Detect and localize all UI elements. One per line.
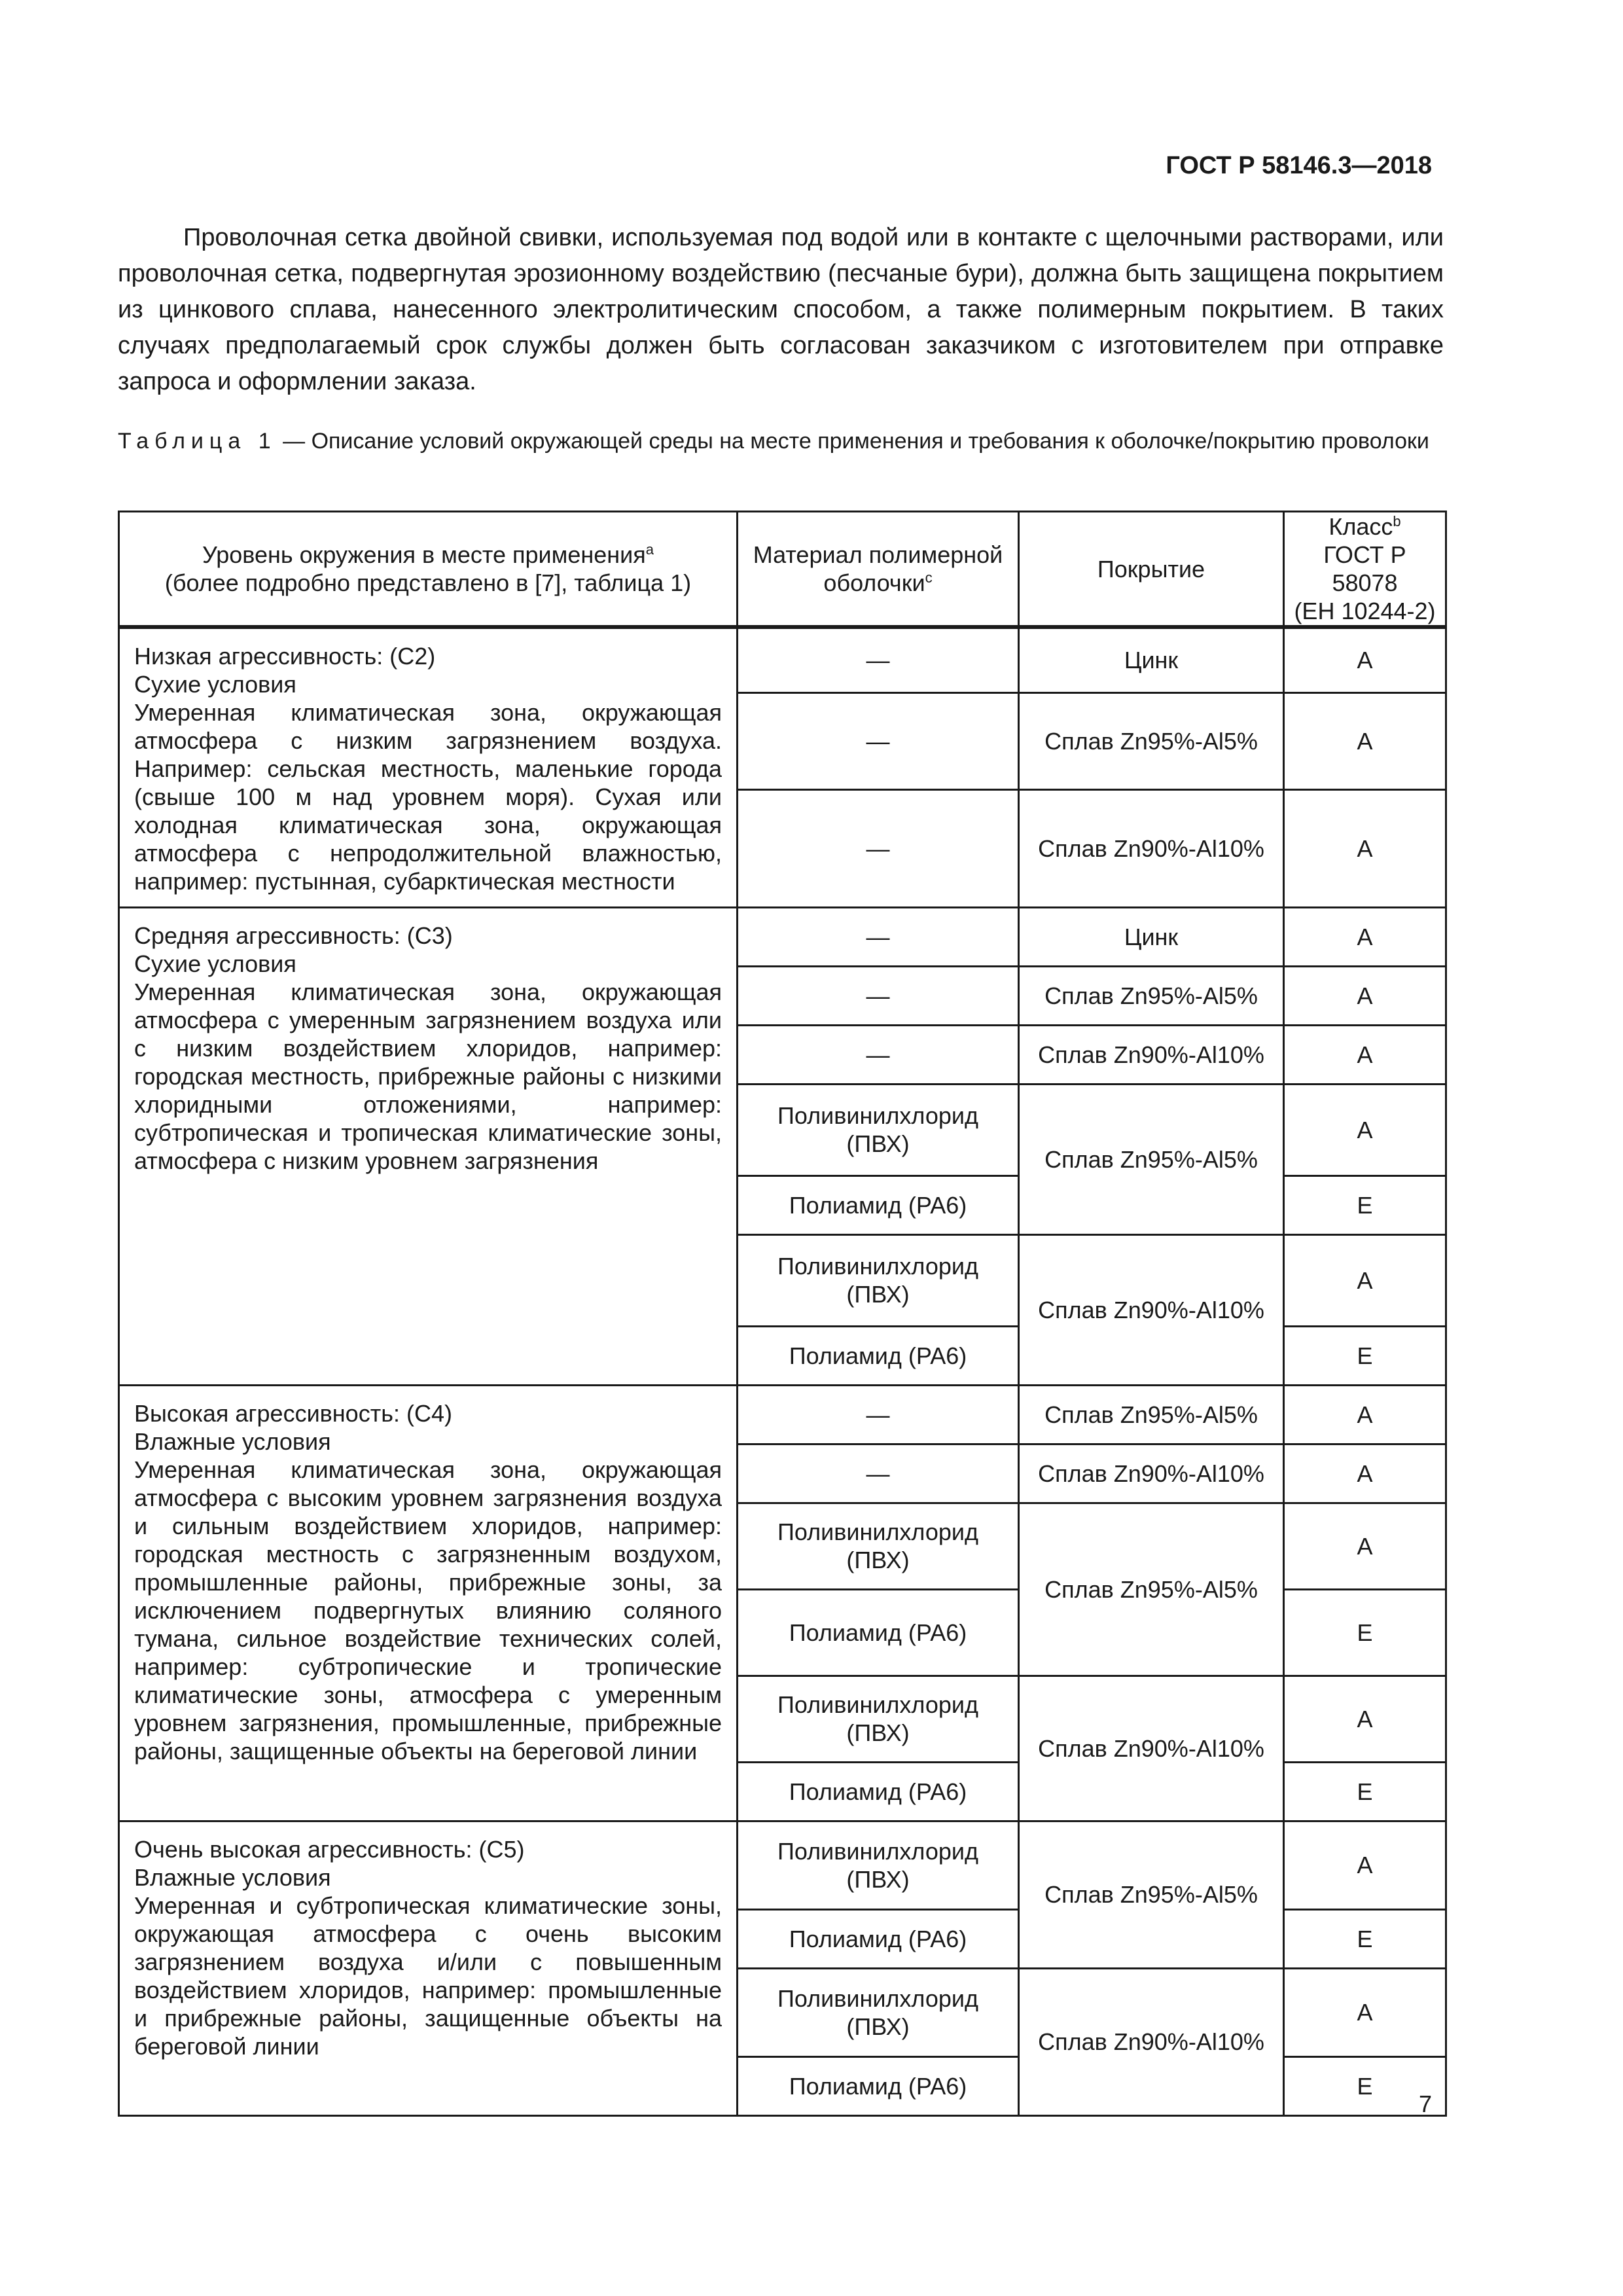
coating-cell: Сплав Zn95%-Al5% xyxy=(1019,966,1284,1025)
material-cell xyxy=(738,1084,1019,1175)
table-row xyxy=(119,1821,1446,1909)
material-abbreviation: (ПВХ) xyxy=(846,1281,910,1308)
aggressiveness-title: Низкая агрессивность: (С2) xyxy=(134,643,436,670)
material-name: Поливинилхлорид xyxy=(777,1691,979,1718)
material-cell xyxy=(738,1234,1019,1326)
environment-description: Умеренная климатическая зона, окружающая атмосфера с умеренным загрязнением воздуха или с низким воздействием хлоридов, например: городская местность, прибрежные районы с низкими хлоридными отложениями, например: субтропическая и тропическая климатические зоны, атмосфера с низким уровнем загрязнения xyxy=(134,978,722,1174)
class-cell: A xyxy=(1284,1503,1446,1589)
header-environment-level: Уровень окружения в месте применения$^a$ (более подробно представлено в [7], таблица 1) xyxy=(119,512,738,628)
class-cell: E xyxy=(1284,1326,1446,1385)
environment-description-cell xyxy=(119,1385,738,1821)
class-cell: A xyxy=(1284,1676,1446,1762)
coating-cell: Сплав Zn90%-Al10% xyxy=(1019,1025,1284,1084)
class-cell: A xyxy=(1284,907,1446,966)
class-cell: A xyxy=(1284,1821,1446,1909)
coating-cell: Цинк xyxy=(1019,907,1284,966)
coating-cell: Сплав Zn90%-Al10% xyxy=(1019,1968,1284,2115)
class-cell: A xyxy=(1284,966,1446,1025)
condition-label: Влажные условия xyxy=(134,1863,331,1891)
coating-cell: Сплав Zn90%-Al10% xyxy=(1019,789,1284,907)
condition-label: Сухие условия xyxy=(134,950,296,977)
material-cell: Полиамид (PA6) xyxy=(738,1175,1019,1234)
class-cell: A xyxy=(1284,1234,1446,1326)
coating-cell: Сплав Zn90%-Al10% xyxy=(1019,1234,1284,1385)
environment-description: Умеренная и субтропическая климатические зоны, окружающая атмосфера с очень высоким загрязнением воздуха и/или с повышенным воздействием хлоридов, например: промышленные и прибрежные районы, защищенные объекты на береговой линии xyxy=(134,1892,722,2060)
condition-label: Влажные условия xyxy=(134,1427,331,1455)
material-name: Поливинилхлорид xyxy=(777,1102,979,1129)
material-cell xyxy=(738,1503,1019,1589)
condition-label: Сухие условия xyxy=(134,671,296,698)
material-abbreviation: (ПВХ) xyxy=(846,2013,910,2040)
aggressiveness-title: Высокая агрессивность: (С4) xyxy=(134,1399,452,1427)
material-abbreviation: (ПВХ) xyxy=(846,1130,910,1157)
header-class: Класс$^b$ ГОСТ Р 58078 (ЕН 10244-2) xyxy=(1284,512,1446,628)
class-cell: E xyxy=(1284,2056,1446,2115)
table-row xyxy=(119,627,1446,692)
environment-description: Умеренная климатическая зона, окружающая атмосфера с низким загрязнением воздуха. Например: сельская местность, маленькие города (свыше 100 м над уровнем моря). Сухая или холодная климатическая зона, окружающая атмосфера с непродолжительной влажностью, например: пустынная, субарктическая местности xyxy=(134,699,722,895)
coating-cell: Сплав Zn95%-Al5% xyxy=(1019,1503,1284,1676)
material-cell: Полиамид (PA6) xyxy=(738,1909,1019,1968)
intro-paragraph: Проволочная сетка двойной свивки, используемая под водой или в контакте с щелочными растворами, или проволочная сетка, подвергнутая эрозионному воздействию (песчаные бури), должна быть защищена покрытием из цинкового сплава, нанесенного электролитическим способом, а также полимерным покрытием. В таких случаях предполагаемый срок службы должен быть согласован заказчиком с изготовителем при отправке запроса и оформлении заказа. xyxy=(118,224,1444,395)
material-cell: — xyxy=(738,1385,1019,1444)
environment-description-cell xyxy=(119,907,738,1385)
coating-cell: Сплав Zn95%-Al5% xyxy=(1019,692,1284,789)
material-cell: Полиамид (PA6) xyxy=(738,1589,1019,1676)
table-header-row xyxy=(119,512,1446,628)
class-cell: A xyxy=(1284,627,1446,692)
material-cell: Полиамид (PA6) xyxy=(738,1762,1019,1821)
material-cell: — xyxy=(738,627,1019,692)
class-cell: A xyxy=(1284,1084,1446,1175)
coating-cell: Сплав Zn90%-Al10% xyxy=(1019,1444,1284,1503)
material-cell: — xyxy=(738,1025,1019,1084)
material-cell: Полиамид (PA6) xyxy=(738,2056,1019,2115)
environment-description-cell xyxy=(119,1821,738,2115)
class-cell: E xyxy=(1284,1589,1446,1676)
material-abbreviation: (ПВХ) xyxy=(846,1865,910,1893)
table-row xyxy=(119,1385,1446,1444)
environment-description: Умеренная климатическая зона, окружающая атмосфера с высоким уровнем загрязнения воздуха и сильным воздействием хлоридов, например: городская местность с загрязненным воздухом, промышленные районы, прибрежные зоны, за исключением подвергнутых влиянию соляного тумана, сильное воздействие технических солей, например: субтропические и тропические климатические зоны, атмосфера с умеренным уровнем загрязнения, промышленные, прибрежные районы, защищенные объекты на береговой линии xyxy=(134,1456,722,1765)
material-abbreviation: (ПВХ) xyxy=(846,1547,910,1573)
material-cell: — xyxy=(738,907,1019,966)
coating-cell: Сплав Zn95%-Al5% xyxy=(1019,1385,1284,1444)
material-cell: Полиамид (PA6) xyxy=(738,1326,1019,1385)
material-cell xyxy=(738,1968,1019,2056)
material-name: Поливинилхлорид xyxy=(777,1518,979,1545)
class-cell: E xyxy=(1284,1762,1446,1821)
material-cell: — xyxy=(738,1444,1019,1503)
material-name: Поливинилхлорид xyxy=(777,1253,979,1280)
material-name: Поливинилхлорид xyxy=(777,1837,979,1865)
class-cell: A xyxy=(1284,1444,1446,1503)
aggressiveness-title: Очень высокая агрессивность: (С5) xyxy=(134,1835,525,1863)
table-caption-prefix: Таблица 1 xyxy=(118,429,277,454)
material-cell: — xyxy=(738,789,1019,907)
table-caption xyxy=(118,427,1444,456)
material-abbreviation: (ПВХ) xyxy=(846,1719,910,1746)
class-cell: A xyxy=(1284,1385,1446,1444)
class-cell: E xyxy=(1284,1175,1446,1234)
material-cell xyxy=(738,1821,1019,1909)
coating-cell: Цинк xyxy=(1019,627,1284,692)
coating-cell: Сплав Zn95%-Al5% xyxy=(1019,1821,1284,1968)
aggressiveness-title: Средняя агрессивность: (С3) xyxy=(134,922,453,949)
environment-table xyxy=(118,511,1447,2117)
class-cell: A xyxy=(1284,789,1446,907)
material-cell xyxy=(738,1676,1019,1762)
material-name: Поливинилхлорид xyxy=(777,1984,979,2012)
class-cell: E xyxy=(1284,1909,1446,1968)
environment-description-cell xyxy=(119,627,738,907)
coating-cell: Сплав Zn95%-Al5% xyxy=(1019,1084,1284,1234)
table-row xyxy=(119,907,1446,966)
class-cell: A xyxy=(1284,692,1446,789)
page-number: 7 xyxy=(1418,2090,1432,2117)
class-cell: A xyxy=(1284,1968,1446,2056)
coating-cell: Сплав Zn90%-Al10% xyxy=(1019,1676,1284,1821)
document-code: ГОСТ Р 58146.3—2018 xyxy=(1166,152,1432,179)
material-cell: — xyxy=(738,966,1019,1025)
material-cell: — xyxy=(738,692,1019,789)
header-polymer-material: Материал полимерной оболочки$^c$ xyxy=(738,512,1019,628)
table-caption-text: — Описание условий окружающей среды на месте применения и требования к оболочке/покрытию проволоки xyxy=(276,429,1429,454)
class-cell: A xyxy=(1284,1025,1446,1084)
header-coating: Покрытие xyxy=(1019,512,1284,628)
